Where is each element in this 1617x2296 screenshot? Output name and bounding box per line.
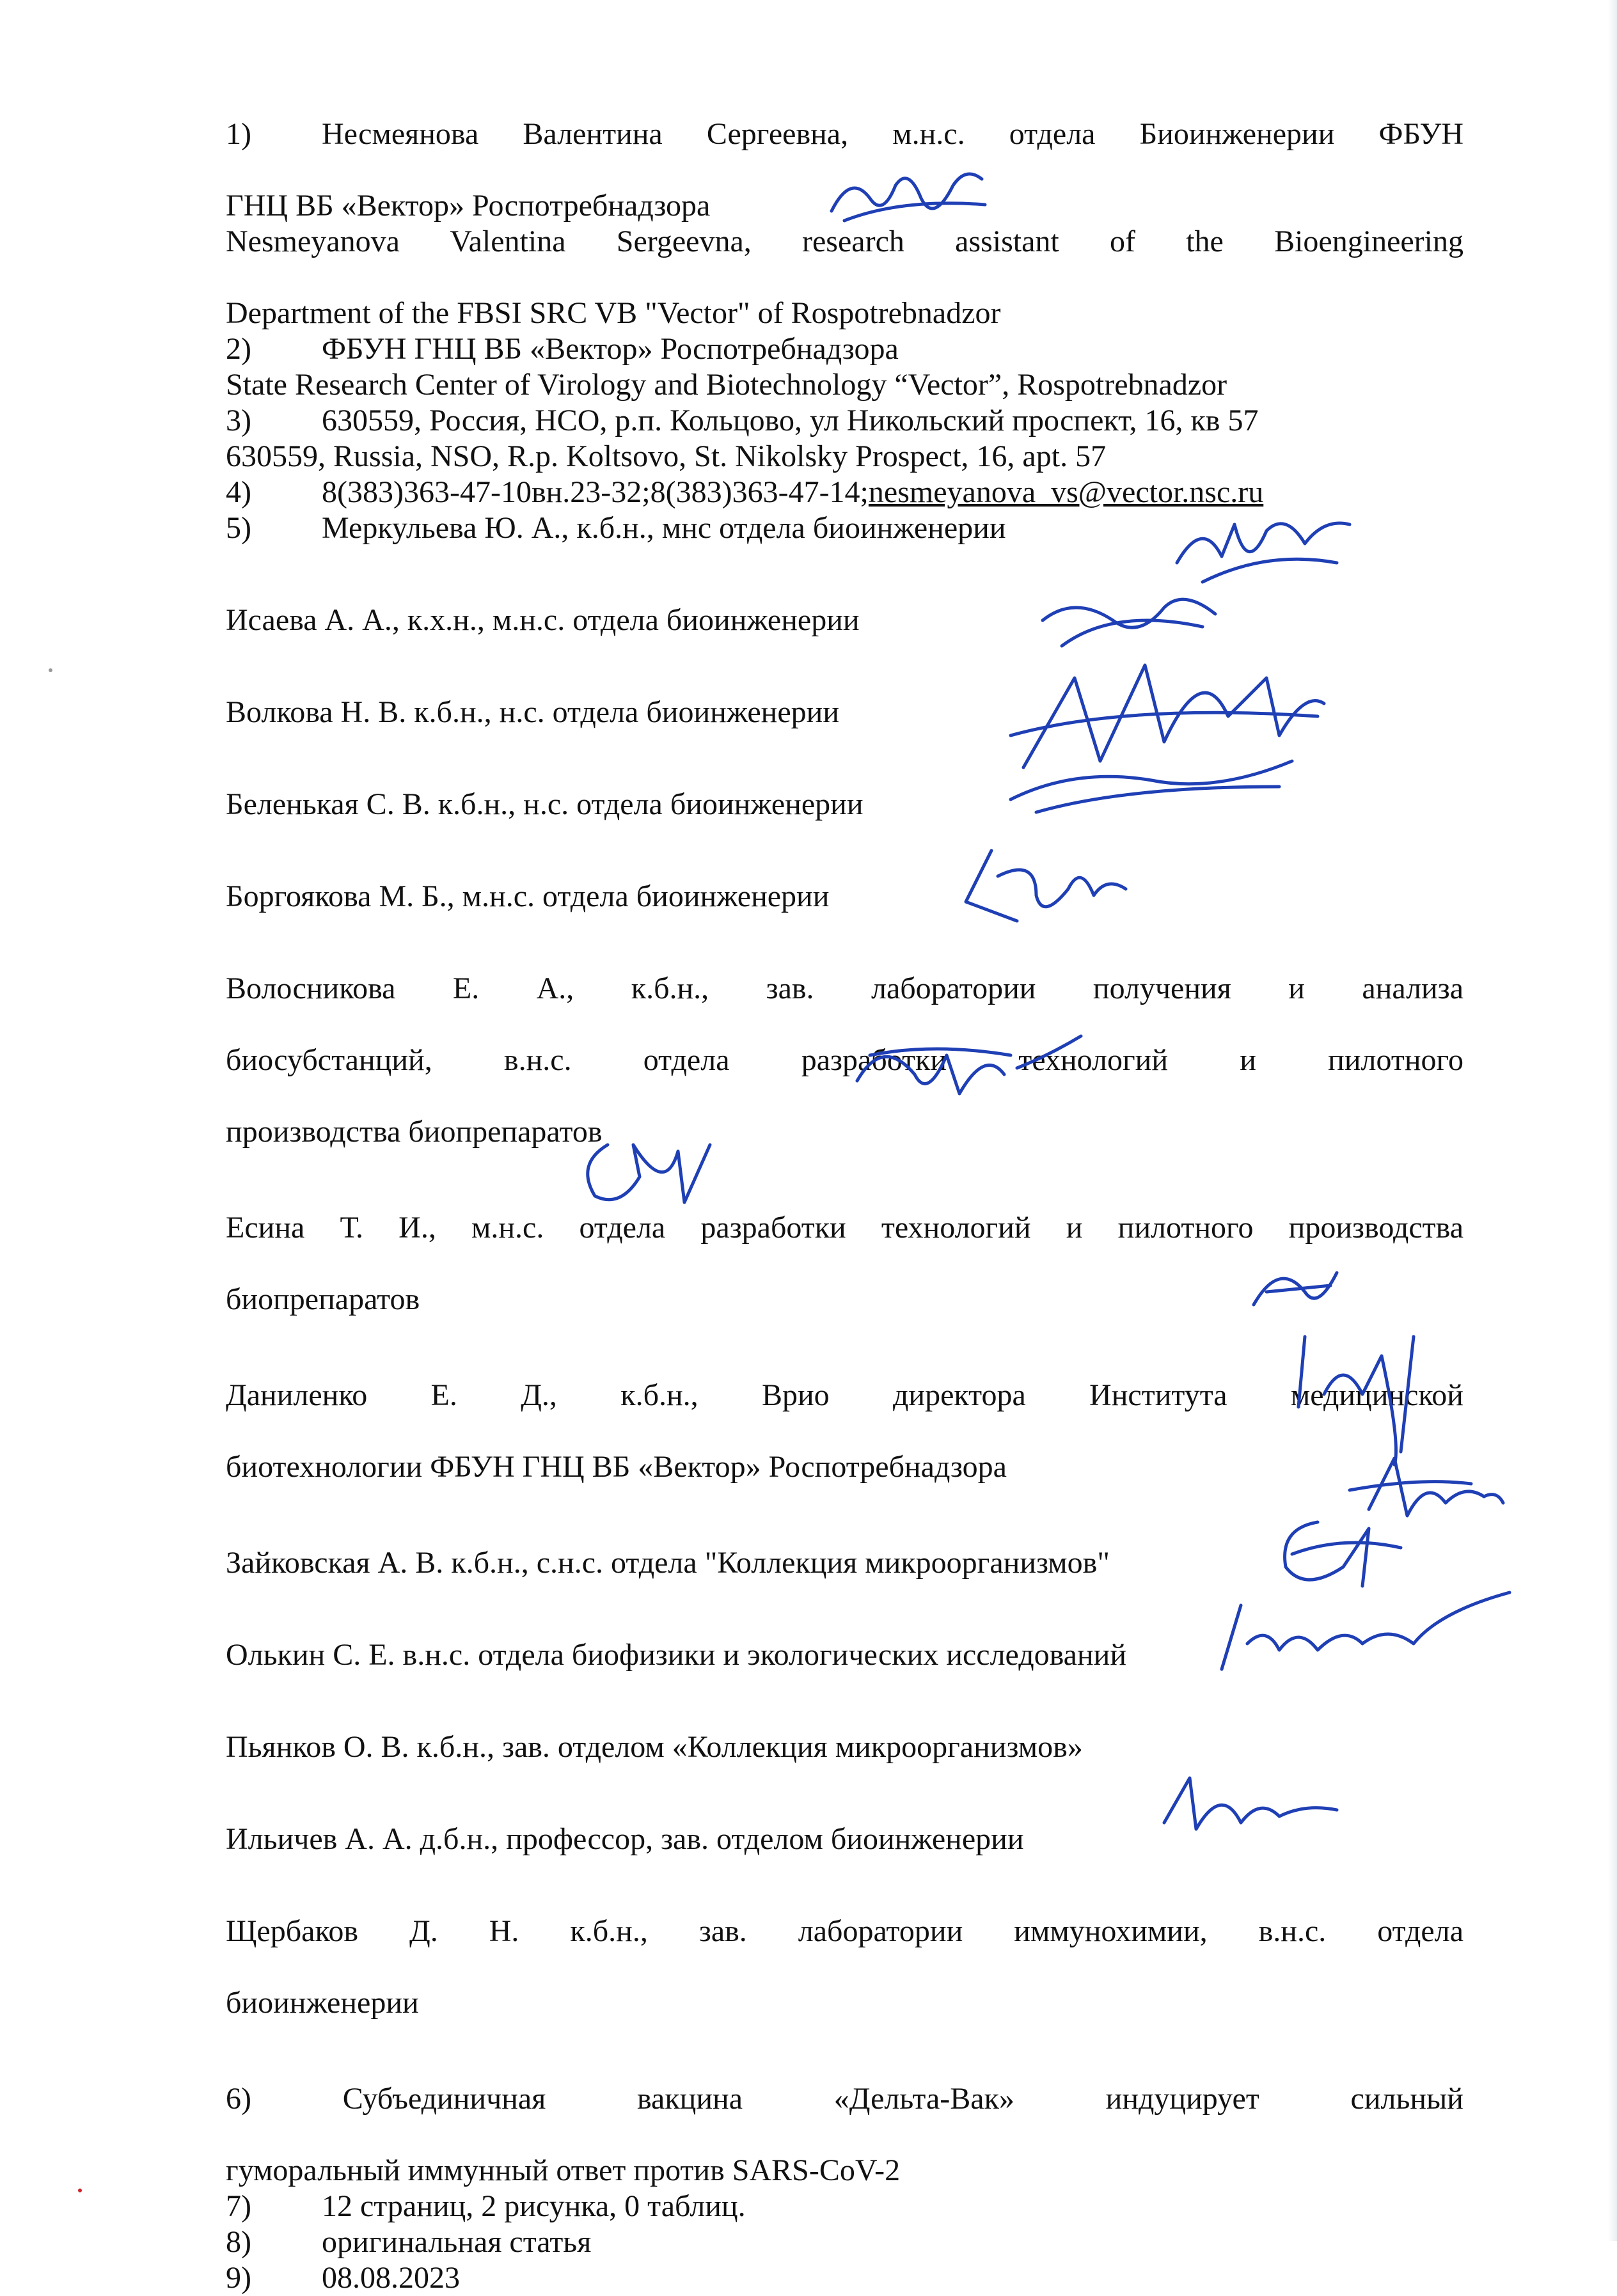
scherbakov-line2: биоинженерии [226, 1986, 419, 2020]
block1-line1 [226, 116, 1463, 188]
speck [78, 2189, 82, 2192]
page-count: 12 страниц, 2 рисунка, 0 таблиц. [322, 2189, 746, 2223]
block5-row [226, 510, 1463, 546]
item-number: 9) [226, 2261, 251, 2295]
author-line: Зайковская А. В. к.б.н., с.н.с. отдела "Коллекция микроорганизмов" [226, 1546, 1110, 1580]
item-number: 3) [226, 404, 251, 437]
author-line: Боргоякова М. Б., м.н.с. отдела биоинженерии [226, 879, 830, 913]
block9-row [226, 2260, 1463, 2296]
item-number: 7) [226, 2189, 251, 2223]
author-line: Олькин С. Е. в.н.с. отдела биофизики и экологических исследований [226, 1638, 1127, 1672]
document-body [226, 116, 1463, 2296]
volosnikova-line3: производства биопрепаратов [226, 1115, 603, 1149]
author-name-en-1: Nesmeyanova Valentina Sergeevna, research assistant of the Bioengineering [226, 224, 1463, 258]
author-line: Меркульева Ю. А., к.б.н., мнс отдела биоинженерии [322, 511, 1006, 545]
block3-row [226, 403, 1463, 439]
title-line1: 6) Субъединичная вакцина «Дельта-Вак» индуцирует сильный [226, 2082, 1463, 2116]
item-number: 8) [226, 2225, 251, 2259]
esina-line1: Есина Т. И., м.н.с. отдела разработки технологий и пилотного производства [226, 1211, 1463, 1245]
author-line: Исаева А. А., к.х.н., м.н.с. отдела биоинженерии [226, 603, 860, 637]
title-line2: гуморальный иммунный ответ против SARS-CoV-2 [226, 2153, 901, 2187]
article-type: оригинальная статья [322, 2225, 592, 2259]
author-line: Беленькая С. В. к.б.н., н.с. отдела биоинженерии [226, 787, 864, 821]
author-line: Ильичев А. А. д.б.н., профессор, зав. отделом биоинженерии [226, 1822, 1024, 1856]
block1-line2: ГНЦ ВБ «Вектор» Роспотребнадзора [226, 189, 711, 223]
volosnikova-line2: биосубстанций, в.н.с. отдела разработки технологий и пилотного [226, 1043, 1463, 1077]
paper-edge [1608, 0, 1617, 2241]
danilenko-line2: биотехнологии ФБУН ГНЦ ВБ «Вектор» Роспотребнадзора [226, 1450, 1007, 1484]
danilenko-line1: Даниленко Е. Д., к.б.н., Врио директора Института медицинской [226, 1378, 1463, 1412]
address-en: 630559, Russia, NSO, R.p. Koltsovo, St. Nikolsky Prospect, 16, apt. 57 [226, 439, 1107, 473]
institution-ru: ФБУН ГНЦ ВБ «Вектор» Роспотребнадзора [322, 332, 899, 366]
author-line: Пьянков О. В. к.б.н., зав. отделом «Коллекция микроорганизмов» [226, 1730, 1083, 1764]
esina-line2: биопрепаратов [226, 1282, 420, 1316]
author-name-en-2: Department of the FBSI SRC VB "Vector" of Rospotrebnadzor [226, 296, 1001, 330]
item-number: 5) [226, 511, 251, 545]
author-name-ru: Несмеянова Валентина Сергеевна, м.н.с. отдела Биоинженерии ФБУН [322, 117, 1463, 151]
block4-row [226, 475, 1463, 510]
institution-en: State Research Center of Virology and Biotechnology “Vector”, Rospotrebnadzor [226, 368, 1227, 402]
address-ru: 630559, Россия, НСО, р.п. Кольцово, ул Никольский проспект, 16, кв 57 [322, 404, 1259, 437]
scherbakov-line1: Щербаков Д. Н. к.б.н., зав. лаборатории иммунохимии, в.н.с. отдела [226, 1914, 1463, 1948]
item-number: 1) [226, 117, 251, 151]
block7-row [226, 2189, 1463, 2224]
email-link[interactable]: nesmeyanova_vs@vector.nsc.ru [868, 475, 1264, 509]
author-line: Волкова Н. В. к.б.н., н.с. отдела биоинженерии [226, 695, 840, 729]
phones: 8(383)363-47-10вн.23-32;8(383)363-47-14; [322, 475, 869, 509]
date: 08.08.2023 [322, 2261, 460, 2295]
speck [49, 668, 52, 672]
item-number: 4) [226, 475, 251, 509]
block8-row [226, 2224, 1463, 2260]
item-number: 2) [226, 332, 251, 366]
block2-row [226, 331, 1463, 367]
volosnikova-line1: Волосникова Е. А., к.б.н., зав. лаборатории получения и анализа [226, 971, 1463, 1005]
